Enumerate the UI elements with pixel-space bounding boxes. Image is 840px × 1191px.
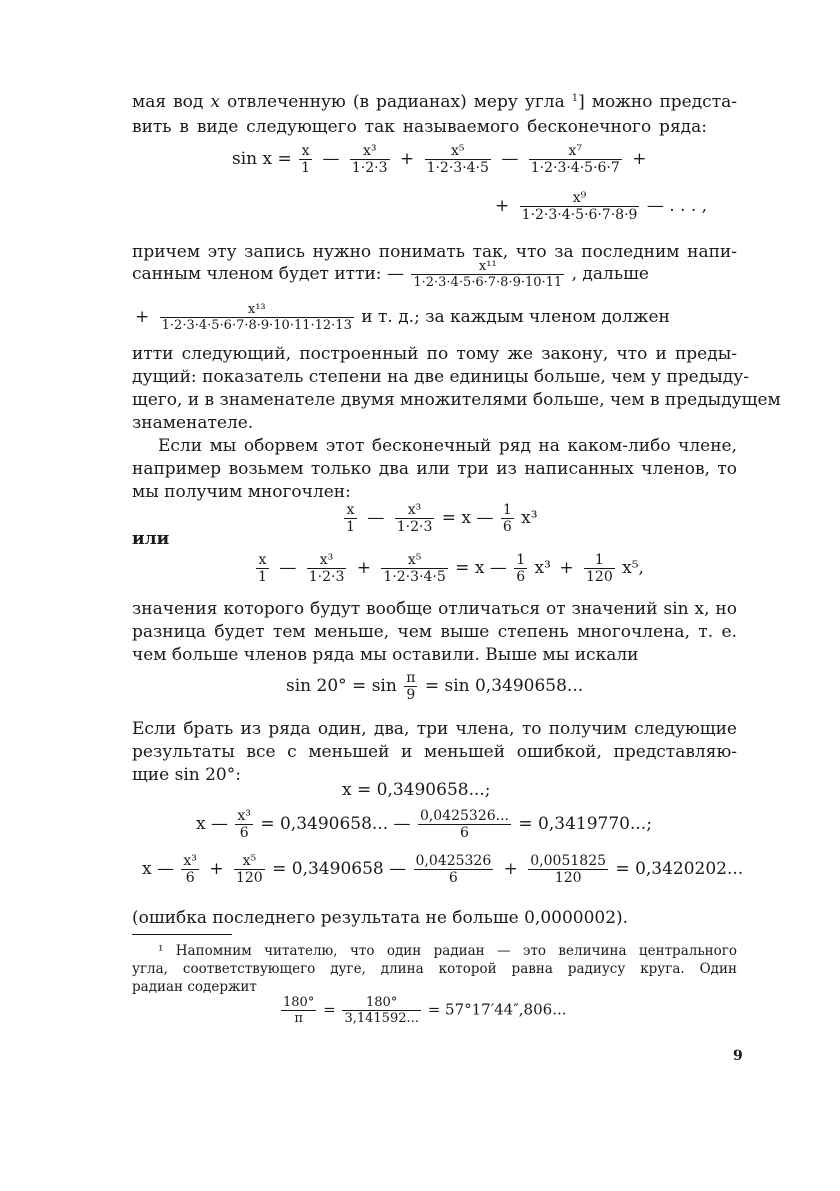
text-line: Если брать из ряда один, два, три члена, то получим следующие xyxy=(132,719,737,739)
page-number: 9 xyxy=(733,1048,743,1064)
text-line: знаменателе. xyxy=(132,413,254,433)
text-line: значения которого будут вообще отличаться от значений sin x, но xyxy=(132,599,737,619)
text-line: причем эту запись нужно понимать так, что за последним напи- xyxy=(132,242,737,262)
footnote-formula: $\frac{180^\circ}{\pi}$ = $\frac{180^\circ}{3,141592...}$ = 57°17′44″,806... xyxy=(283,995,567,1026)
polynomial-formula: $\frac{x}{1}$ — $\frac{\text{x³}}{1\cdot 2\cdot 3}$ = x — $\frac{1}{6}$ x³ xyxy=(346,502,538,535)
sin20-formula: sin 20° = sin $\frac{\pi}{9}$ = sin 0,3490658... xyxy=(286,670,584,703)
text-line-with-fraction: + $\frac{\text{x¹³}}{1\cdot 2\cdot 3\cdot 4\cdot 5\cdot 6\cdot 7\cdot 8\cdot 9\cdot 10\cdot 11\cdot 12\cdot 13}$ и т. д.; за каждым членом должен xyxy=(135,302,670,333)
text-line: итти следующий, построенный по тому же закону, что и преды- xyxy=(132,344,737,364)
sin-series-formula: sin x = $\frac{x}{1}$ — $\frac{\text{x³}}{1\cdot 2\cdot 3}$ + $\frac{\text{x⁵}}{1\cdot 2\cdot 3\cdot 4\cdot 5}$ — $\frac{\text{x⁷}}{1\cdot 2\cdot 3\cdot 4\cdot 5\cdot 6\cdot 7}$ + xyxy=(232,143,647,176)
text-line: мы получим многочлен: xyxy=(132,482,351,502)
text-line: дущий: показатель степени на две единицы больше, чем у предыду- xyxy=(132,367,749,387)
result-formula-2: x — $\frac{\text{x³}}{6}$ = 0,3490658... — $\frac{0,0425326...}{6}$ = 0,3419770...; xyxy=(196,808,652,841)
text-line: Если мы оборвем этот бесконечный ряд на каком-либо члене, xyxy=(158,436,737,456)
text-line: или xyxy=(132,529,170,549)
text-line: мая вод x отвлеченную (в радианах) меру угла $^1$] можно предста- xyxy=(132,92,737,112)
footnote-line: радиан содержит xyxy=(132,979,257,995)
result-formula-1: x = 0,3490658...; xyxy=(342,780,491,800)
footnote-rule xyxy=(132,934,232,935)
text-line-with-fraction: санным членом будет итти: — $\frac{\text{x¹¹}}{1\cdot 2\cdot 3\cdot 4\cdot 5\cdot 6\cdot 7\cdot 8\cdot 9\cdot 10\cdot 11}$ , дальше xyxy=(132,259,649,290)
polynomial-formula: $\frac{x}{1}$ — $\frac{\text{x³}}{1\cdot 2\cdot 3}$ + $\frac{\text{x⁵}}{1\cdot 2\cdot 3\cdot 4\cdot 5}$ = x — $\frac{1}{6}$ x³ + $\frac{1}{120}$ x⁵, xyxy=(258,552,644,585)
footnote-line: ¹ Напомним читателю, что один радиан — это величина центрального xyxy=(158,943,737,959)
text-line: результаты все с меньшей и меньшей ошибкой, представляю- xyxy=(132,742,737,762)
result-formula-3: x — $\frac{\text{x³}}{6}$ + $\frac{\text{x⁵}}{120}$ = 0,3490658 — $\frac{0,0425326}{6}$ + $\frac{0,0051825}{120}$ = 0,3420202... xyxy=(142,853,744,886)
text-line: например возьмем только два или три из написанных членов, то xyxy=(132,459,737,479)
footnote-line: угла, соответствующего дуге, длина которой равна радиусу круга. Один xyxy=(132,961,737,977)
text-line: разница будет тем меньше, чем выше степень многочлена, т. е. xyxy=(132,622,737,642)
text-line: щие sin 20°: xyxy=(132,765,241,785)
text-line: вить в виде следующего так называемого бесконечного ряда: xyxy=(132,117,707,137)
text-line: щего, и в знаменателе двумя множителями больше, чем в предыдущем xyxy=(132,390,781,410)
text-line: (ошибка последнего результата не больше 0,0000002). xyxy=(132,908,629,928)
text-line: чем больше членов ряда мы оставили. Выше мы искали xyxy=(132,645,639,665)
sin-series-formula-continued: + $\frac{\text{x⁹}}{1\cdot 2\cdot 3\cdot 4\cdot 5\cdot 6\cdot 7\cdot 8\cdot 9}$ — . . . , xyxy=(495,190,708,223)
